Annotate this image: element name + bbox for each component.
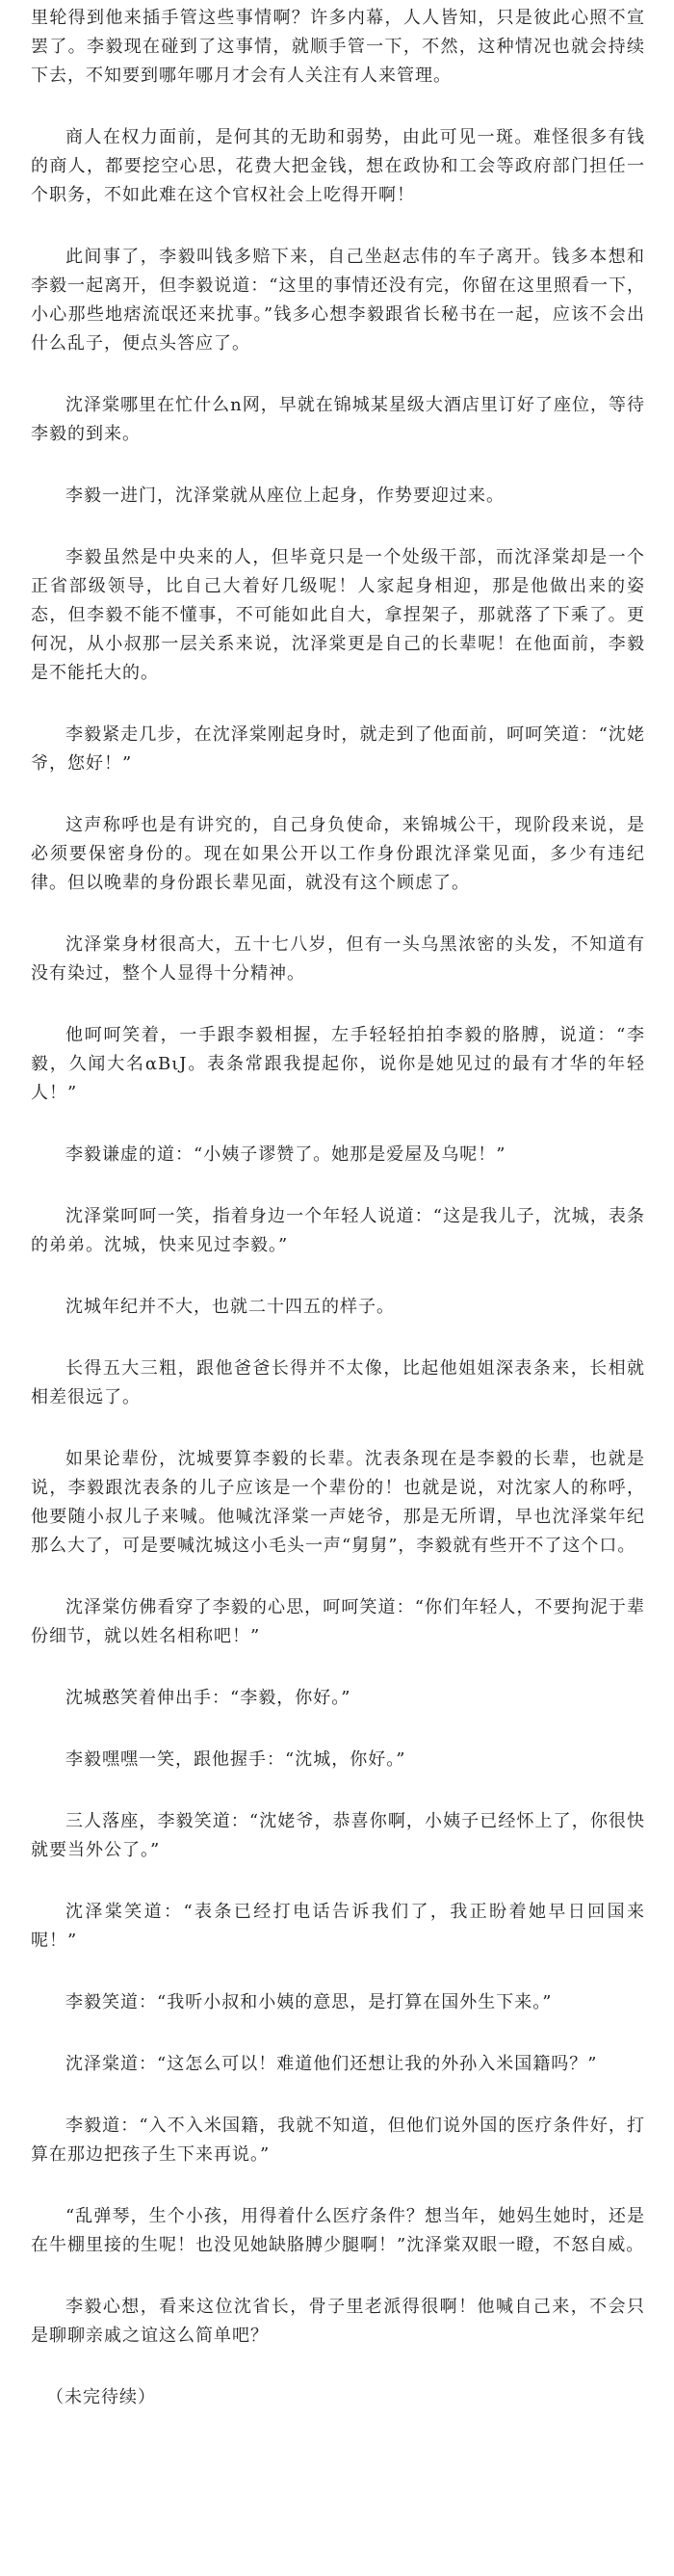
paragraph: 里轮得到他来插手管这些事情啊？许多内幕，人人皆知，只是彼此心照不宣罢了。李毅现在碰到了这事情，就顺手管一下，不然，这种情况也就会持续下去，不知要到哪年哪月才会有人关注有人来管理。 [31, 8, 645, 86]
paragraph: 沈泽棠仿佛看穿了李毅的心思，呵呵笑道：“你们年轻人，不要拘泥于辈份细节，就以姓名相称吧！” [31, 1597, 645, 1646]
paragraph: 沈泽棠哪里在忙什么n网，早就在锦城某星级大酒店里订好了座位，等待李毅的到来。 [31, 395, 645, 444]
paragraph: 他呵呵笑着，一手跟李毅相握，左手轻轻拍拍李毅的胳膊，说道：“李毅，久闻大名αBιJ。表条常跟我提起你，说你是她见过的最有才华的年轻人！” [31, 1025, 645, 1103]
to-be-continued-note: （未完待续） [46, 2387, 156, 2407]
paragraph: 沈城年纪并不大，也就二十四五的样子。 [65, 1297, 395, 1317]
paragraph: 李毅一进门，沈泽棠就从座位上起身，作势要迎过来。 [65, 486, 505, 506]
paragraph: 此间事了，李毅叫钱多赔下来，自己坐赵志伟的车子离开。钱多本想和李毅一起离开，但李毅说道：“这里的事情还没有完，你留在这里照看一下，小心那些地痞流氓还来扰事。”钱多心想李毅跟省长秘书在一起，应该不会出什么乱子，便点头答应了。 [31, 247, 645, 354]
paragraph: 商人在权力面前，是何其的无助和弱势，由此可见一斑。难怪很多有钱的商人，都要挖空心思，花费大把金钱，想在政协和工会等政府部门担任一个职务，不如此难在这个官权社会上吃得开啊！ [31, 127, 645, 205]
paragraph: 这声称呼也是有讲究的，自己身负使命，来锦城公干，现阶段来说，是必须要保密身份的。现在如果公开以工作身份跟沈泽棠见面，多少有违纪律。但以晚辈的身份跟长辈见面，就没有这个顾虑了。 [31, 815, 645, 893]
paragraph: 李毅紧走几步，在沈泽棠刚起身时，就走到了他面前，呵呵笑道：“沈姥爷，您好！” [31, 724, 645, 774]
paragraph: “乱弹琴，生个小孩，用得着什么医疗条件？想当年，她妈生她时，还是在牛棚里接的生呢！也没见她缺胳膊少腿啊！”沈泽棠双眼一瞪，不怒自威。 [31, 2206, 645, 2255]
paragraph: 李毅心想，看来这位沈省长，骨子里老派得很啊！他喊自己来，不会只是聊聊亲戚之谊这么简单吧？ [31, 2297, 645, 2346]
paragraph: 三人落座，李毅笑道：“沈姥爷，恭喜你啊，小姨子已经怀上了，你很快就要当外公了。” [31, 1811, 645, 1860]
paragraph: 如果论辈份，沈城要算李毅的长辈。沈表条现在是李毅的长辈，也就是说，李毅跟沈表条的儿子应该是一个辈份的！也就是说，对沈家人的称呼，他要随小叔儿子来喊。他喊沈泽棠一声姥爷，那是无所谓，早也沈泽棠年纪那么大了，可是要喊沈城这小毛头一声“舅舅”，李毅就有些开不了这个口。 [31, 1449, 645, 1556]
paragraph: 沈泽棠道：“这怎么可以！难道他们还想让我的外孙入米国籍吗？” [65, 2054, 598, 2074]
paragraph: 沈城憨笑着伸出手：“李毅，你好。” [65, 1688, 351, 1708]
paragraph: 沈泽棠呵呵一笑，指着身边一个年轻人说道：“这是我儿子，沈城，表条的弟弟。沈城，快来见过李毅。” [31, 1206, 645, 1255]
paragraph: 李毅笑道：“我听小叔和小姨的意思，是打算在国外生下来。” [65, 1992, 553, 2012]
paragraph: 李毅谦虚的道：“小姨子谬赞了。她那是爱屋及乌呢！” [65, 1144, 506, 1165]
paragraph: 沈泽棠笑道：“表条已经打电话告诉我们了，我正盼着她早日回国来呢！” [31, 1902, 645, 1951]
paragraph: 李毅虽然是中央来的人，但毕竟只是一个处级干部，而沈泽棠却是一个正省部级领导，比自己大着好几级呢！人家起身相迎，那是他做出来的姿态，但李毅不能不懂事，不可能如此自大，拿捏架子，那就落了下乘了。更何况，从小叔那一层关系来说，沈泽棠更是自己的长辈呢！在他面前，李毅是不能托大的。 [31, 547, 645, 683]
paragraph: 沈泽棠身材很高大，五十七八岁，但有一头乌黑浓密的头发，不知道有没有染过，整个人显得十分精神。 [31, 934, 645, 984]
paragraph: 李毅嘿嘿一笑，跟他握手：“沈城，你好。” [65, 1749, 406, 1770]
paragraph: 李毅道：“入不入米国籍，我就不知道，但他们说外国的医疗条件好，打算在那边把孩子生下来再说。” [31, 2116, 645, 2165]
paragraph: 长得五大三粗，跟他爸爸长得并不太像，比起他姐姐深表条来，长相就相差很远了。 [31, 1358, 645, 1407]
